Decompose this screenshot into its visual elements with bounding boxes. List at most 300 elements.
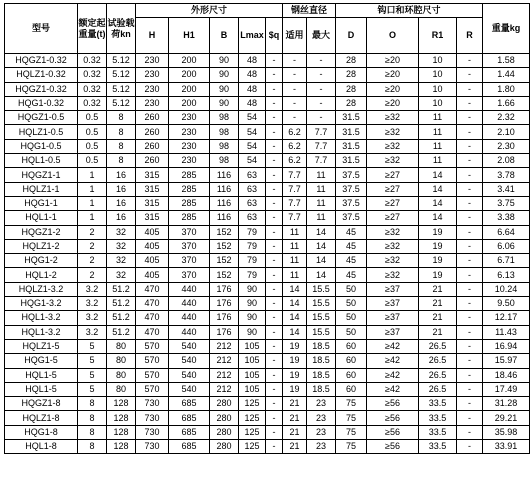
cell-b: 212 — [210, 382, 239, 396]
cell-h: 570 — [136, 354, 169, 368]
cell-b: 152 — [210, 225, 239, 239]
cell-r: - — [457, 339, 483, 353]
cell-max: 11 — [307, 182, 336, 196]
cell-s: - — [266, 125, 283, 139]
cell-lmax: 125 — [239, 411, 266, 425]
table-row — [5, 368, 530, 382]
cell-model: HQLZ1-0.32 — [5, 68, 78, 82]
cell-h1: 230 — [169, 139, 210, 153]
cell-rated-load: 0.5 — [78, 154, 107, 168]
cell-weight: 2.32 — [483, 111, 530, 125]
cell-test-load: 8 — [107, 139, 136, 153]
cell-o: ≥32 — [367, 125, 419, 139]
cell-test-load: 8 — [107, 154, 136, 168]
cell-h1: 440 — [169, 325, 210, 339]
cell-h: 260 — [136, 139, 169, 153]
cell-h1: 200 — [169, 54, 210, 68]
cell-test-load: 5.12 — [107, 68, 136, 82]
cell-lmax: 105 — [239, 382, 266, 396]
cell-h: 470 — [136, 297, 169, 311]
cell-h1: 440 — [169, 282, 210, 296]
table-row — [5, 411, 530, 425]
cell-h: 470 — [136, 282, 169, 296]
table-row — [5, 325, 530, 339]
cell-r1: 33.5 — [419, 397, 457, 411]
cell-b: 212 — [210, 368, 239, 382]
table-body — [5, 54, 530, 454]
cell-weight: 35.98 — [483, 425, 530, 439]
cell-rated-load: 2 — [78, 254, 107, 268]
cell-rated-load: 5 — [78, 339, 107, 353]
cell-rated-load: 3.2 — [78, 325, 107, 339]
cell-r1: 21 — [419, 311, 457, 325]
cell-test-load: 128 — [107, 397, 136, 411]
cell-weight: 18.46 — [483, 368, 530, 382]
cell-r1: 26.5 — [419, 382, 457, 396]
cell-weight: 1.66 — [483, 96, 530, 110]
cell-max: - — [307, 68, 336, 82]
cell-rated-load: 0.5 — [78, 111, 107, 125]
cell-o: ≥56 — [367, 411, 419, 425]
cell-h1: 285 — [169, 196, 210, 210]
cell-lmax: 79 — [239, 268, 266, 282]
cell-rated-load: 5 — [78, 354, 107, 368]
cell-o: ≥32 — [367, 111, 419, 125]
cell-lmax: 90 — [239, 297, 266, 311]
cell-b: 280 — [210, 397, 239, 411]
cell-r: - — [457, 425, 483, 439]
cell-test-load: 16 — [107, 196, 136, 210]
cell-max: 18.5 — [307, 339, 336, 353]
table-row — [5, 211, 530, 225]
cell-b: 152 — [210, 268, 239, 282]
cell-model: HQGZ1-8 — [5, 397, 78, 411]
cell-test-load: 5.12 — [107, 96, 136, 110]
cell-weight: 3.75 — [483, 196, 530, 210]
cell-r: - — [457, 125, 483, 139]
cell-o: ≥20 — [367, 68, 419, 82]
header-test-load: 试验载荷kn — [107, 4, 136, 54]
cell-max: 23 — [307, 440, 336, 454]
cell-applicable: - — [283, 111, 307, 125]
cell-test-load: 8 — [107, 111, 136, 125]
cell-test-load: 16 — [107, 211, 136, 225]
cell-o: ≥32 — [367, 239, 419, 253]
cell-rated-load: 0.32 — [78, 68, 107, 82]
cell-rated-load: 0.32 — [78, 82, 107, 96]
cell-weight: 2.30 — [483, 139, 530, 153]
cell-s: - — [266, 325, 283, 339]
cell-lmax: 48 — [239, 54, 266, 68]
cell-rated-load: 5 — [78, 382, 107, 396]
cell-d: 50 — [336, 325, 367, 339]
header-hook-dimensions: 钩口和环腔尺寸 — [336, 4, 483, 18]
cell-r: - — [457, 368, 483, 382]
cell-max: 14 — [307, 268, 336, 282]
cell-model: HQG1-8 — [5, 425, 78, 439]
cell-model: HQG1-5 — [5, 354, 78, 368]
cell-d: 31.5 — [336, 154, 367, 168]
cell-model: HQG1-0.5 — [5, 139, 78, 153]
cell-r1: 19 — [419, 268, 457, 282]
cell-model: HQGZ1-0.32 — [5, 54, 78, 68]
cell-b: 116 — [210, 168, 239, 182]
cell-weight: 12.17 — [483, 311, 530, 325]
cell-r: - — [457, 196, 483, 210]
cell-h: 315 — [136, 168, 169, 182]
cell-r1: 14 — [419, 211, 457, 225]
cell-weight: 16.94 — [483, 339, 530, 353]
cell-model: HQL1-3.2 — [5, 325, 78, 339]
cell-s: - — [266, 154, 283, 168]
cell-b: 90 — [210, 82, 239, 96]
cell-h: 405 — [136, 239, 169, 253]
cell-d: 50 — [336, 297, 367, 311]
cell-b: 280 — [210, 440, 239, 454]
cell-r1: 10 — [419, 68, 457, 82]
cell-lmax: 54 — [239, 139, 266, 153]
cell-o: ≥32 — [367, 254, 419, 268]
cell-weight: 3.41 — [483, 182, 530, 196]
cell-s: - — [266, 182, 283, 196]
cell-o: ≥20 — [367, 54, 419, 68]
cell-model: HQLZ1-1 — [5, 182, 78, 196]
cell-r1: 19 — [419, 254, 457, 268]
cell-model: HQG1-1 — [5, 196, 78, 210]
cell-rated-load: 0.5 — [78, 139, 107, 153]
cell-rated-load: 1 — [78, 182, 107, 196]
cell-r1: 33.5 — [419, 440, 457, 454]
cell-b: 116 — [210, 196, 239, 210]
cell-applicable: 7.7 — [283, 168, 307, 182]
cell-o: ≥27 — [367, 168, 419, 182]
cell-max: 11 — [307, 211, 336, 225]
cell-applicable: 19 — [283, 368, 307, 382]
cell-h1: 230 — [169, 111, 210, 125]
cell-rated-load: 8 — [78, 411, 107, 425]
cell-o: ≥37 — [367, 325, 419, 339]
cell-d: 75 — [336, 425, 367, 439]
cell-b: 280 — [210, 425, 239, 439]
table-row — [5, 96, 530, 110]
cell-rated-load: 2 — [78, 239, 107, 253]
cell-o: ≥20 — [367, 82, 419, 96]
header-d: D — [336, 18, 367, 54]
table-row — [5, 440, 530, 454]
table-row — [5, 354, 530, 368]
cell-o: ≥32 — [367, 154, 419, 168]
table-row — [5, 282, 530, 296]
cell-r: - — [457, 211, 483, 225]
cell-h1: 370 — [169, 254, 210, 268]
cell-max: 7.7 — [307, 139, 336, 153]
cell-lmax: 54 — [239, 154, 266, 168]
cell-applicable: 7.7 — [283, 182, 307, 196]
table-row — [5, 111, 530, 125]
cell-test-load: 8 — [107, 125, 136, 139]
cell-h: 230 — [136, 68, 169, 82]
cell-rated-load: 1 — [78, 168, 107, 182]
cell-model: HQL1-1 — [5, 211, 78, 225]
cell-h1: 370 — [169, 268, 210, 282]
cell-b: 152 — [210, 239, 239, 253]
cell-h: 730 — [136, 411, 169, 425]
cell-h1: 685 — [169, 440, 210, 454]
cell-h1: 540 — [169, 339, 210, 353]
cell-d: 31.5 — [336, 111, 367, 125]
cell-rated-load: 3.2 — [78, 311, 107, 325]
header-wire-diameter: 钢丝直径 — [283, 4, 336, 18]
cell-o: ≥42 — [367, 368, 419, 382]
cell-s: - — [266, 297, 283, 311]
cell-max: 23 — [307, 425, 336, 439]
cell-o: ≥42 — [367, 339, 419, 353]
cell-h: 405 — [136, 254, 169, 268]
cell-o: ≥27 — [367, 196, 419, 210]
cell-lmax: 63 — [239, 211, 266, 225]
cell-s: - — [266, 311, 283, 325]
cell-max: 15.5 — [307, 325, 336, 339]
cell-test-load: 80 — [107, 339, 136, 353]
cell-test-load: 16 — [107, 168, 136, 182]
cell-rated-load: 8 — [78, 440, 107, 454]
cell-h: 470 — [136, 325, 169, 339]
cell-h: 315 — [136, 211, 169, 225]
cell-b: 176 — [210, 311, 239, 325]
cell-r1: 26.5 — [419, 354, 457, 368]
cell-b: 98 — [210, 125, 239, 139]
cell-test-load: 128 — [107, 425, 136, 439]
cell-lmax: 125 — [239, 397, 266, 411]
cell-s: - — [266, 239, 283, 253]
cell-lmax: 105 — [239, 354, 266, 368]
cell-lmax: 79 — [239, 225, 266, 239]
cell-s: - — [266, 411, 283, 425]
cell-weight: 1.80 — [483, 82, 530, 96]
cell-max: - — [307, 96, 336, 110]
cell-h1: 370 — [169, 225, 210, 239]
cell-h1: 540 — [169, 368, 210, 382]
cell-s: - — [266, 368, 283, 382]
cell-max: 18.5 — [307, 382, 336, 396]
cell-o: ≥37 — [367, 282, 419, 296]
cell-d: 37.5 — [336, 168, 367, 182]
cell-model: HQGZ1-2 — [5, 225, 78, 239]
table-row — [5, 196, 530, 210]
cell-b: 212 — [210, 354, 239, 368]
cell-h1: 540 — [169, 354, 210, 368]
cell-max: 7.7 — [307, 154, 336, 168]
cell-h: 230 — [136, 82, 169, 96]
cell-o: ≥37 — [367, 311, 419, 325]
cell-s: - — [266, 68, 283, 82]
table-row — [5, 68, 530, 82]
cell-model: HQL1-5 — [5, 368, 78, 382]
cell-r: - — [457, 154, 483, 168]
cell-test-load: 51.2 — [107, 311, 136, 325]
cell-lmax: 63 — [239, 196, 266, 210]
cell-b: 90 — [210, 68, 239, 82]
cell-d: 60 — [336, 382, 367, 396]
table-row — [5, 397, 530, 411]
header-rated-load: 额定起重量(t) — [78, 4, 107, 54]
cell-applicable: 19 — [283, 382, 307, 396]
cell-d: 50 — [336, 311, 367, 325]
cell-max: 18.5 — [307, 354, 336, 368]
cell-h1: 285 — [169, 211, 210, 225]
cell-r: - — [457, 96, 483, 110]
cell-r1: 14 — [419, 196, 457, 210]
cell-h: 730 — [136, 425, 169, 439]
cell-test-load: 32 — [107, 239, 136, 253]
table-row — [5, 254, 530, 268]
cell-r: - — [457, 354, 483, 368]
cell-d: 45 — [336, 239, 367, 253]
cell-o: ≥42 — [367, 354, 419, 368]
cell-h1: 230 — [169, 154, 210, 168]
cell-applicable: 11 — [283, 225, 307, 239]
cell-s: - — [266, 354, 283, 368]
cell-h1: 440 — [169, 311, 210, 325]
cell-d: 45 — [336, 254, 367, 268]
cell-model: HQG1-3.2 — [5, 297, 78, 311]
table-row — [5, 425, 530, 439]
cell-applicable: 14 — [283, 311, 307, 325]
cell-d: 37.5 — [336, 182, 367, 196]
header-lmax: Lmax — [239, 18, 266, 54]
cell-r1: 11 — [419, 111, 457, 125]
cell-rated-load: 3.2 — [78, 282, 107, 296]
cell-d: 60 — [336, 339, 367, 353]
table-row — [5, 382, 530, 396]
cell-model: HQL1-2 — [5, 268, 78, 282]
cell-max: 15.5 — [307, 297, 336, 311]
cell-model: HQG1-2 — [5, 254, 78, 268]
cell-model: HQGZ1-1 — [5, 168, 78, 182]
cell-r1: 11 — [419, 125, 457, 139]
cell-r: - — [457, 68, 483, 82]
cell-r1: 26.5 — [419, 339, 457, 353]
cell-lmax: 125 — [239, 440, 266, 454]
cell-applicable: 7.7 — [283, 196, 307, 210]
cell-test-load: 32 — [107, 254, 136, 268]
cell-d: 75 — [336, 397, 367, 411]
cell-o: ≥32 — [367, 139, 419, 153]
cell-d: 28 — [336, 54, 367, 68]
cell-b: 98 — [210, 154, 239, 168]
cell-b: 116 — [210, 211, 239, 225]
cell-applicable: 6.2 — [283, 154, 307, 168]
cell-weight: 6.13 — [483, 268, 530, 282]
cell-test-load: 51.2 — [107, 297, 136, 311]
cell-weight: 11.43 — [483, 325, 530, 339]
cell-o: ≥27 — [367, 182, 419, 196]
cell-rated-load: 3.2 — [78, 297, 107, 311]
cell-b: 90 — [210, 54, 239, 68]
cell-test-load: 32 — [107, 225, 136, 239]
cell-max: 15.5 — [307, 311, 336, 325]
cell-h1: 685 — [169, 411, 210, 425]
cell-b: 116 — [210, 182, 239, 196]
cell-r1: 10 — [419, 54, 457, 68]
cell-applicable: 11 — [283, 254, 307, 268]
table-row — [5, 168, 530, 182]
cell-rated-load: 2 — [78, 268, 107, 282]
cell-d: 28 — [336, 68, 367, 82]
cell-weight: 6.06 — [483, 239, 530, 253]
cell-test-load: 32 — [107, 268, 136, 282]
cell-weight: 10.24 — [483, 282, 530, 296]
cell-test-load: 5.12 — [107, 82, 136, 96]
cell-rated-load: 5 — [78, 368, 107, 382]
cell-h: 260 — [136, 154, 169, 168]
table-row — [5, 239, 530, 253]
cell-d: 50 — [336, 282, 367, 296]
cell-applicable: 19 — [283, 354, 307, 368]
cell-d: 45 — [336, 268, 367, 282]
cell-o: ≥32 — [367, 268, 419, 282]
cell-applicable: 21 — [283, 425, 307, 439]
cell-r: - — [457, 239, 483, 253]
cell-h1: 200 — [169, 96, 210, 110]
cell-weight: 6.64 — [483, 225, 530, 239]
cell-weight: 15.97 — [483, 354, 530, 368]
cell-model: HQL1-5 — [5, 382, 78, 396]
header-s: $q — [266, 18, 283, 54]
cell-lmax: 48 — [239, 96, 266, 110]
table-row — [5, 268, 530, 282]
cell-max: - — [307, 111, 336, 125]
cell-applicable: 7.7 — [283, 211, 307, 225]
cell-h: 230 — [136, 96, 169, 110]
cell-lmax: 48 — [239, 68, 266, 82]
cell-lmax: 90 — [239, 325, 266, 339]
cell-test-load: 51.2 — [107, 282, 136, 296]
cell-r: - — [457, 268, 483, 282]
cell-lmax: 105 — [239, 339, 266, 353]
cell-max: 23 — [307, 411, 336, 425]
cell-applicable: 19 — [283, 339, 307, 353]
cell-d: 28 — [336, 82, 367, 96]
cell-h1: 230 — [169, 125, 210, 139]
cell-s: - — [266, 139, 283, 153]
cell-r: - — [457, 282, 483, 296]
cell-o: ≥32 — [367, 225, 419, 239]
cell-s: - — [266, 168, 283, 182]
cell-r: - — [457, 54, 483, 68]
cell-o: ≥20 — [367, 96, 419, 110]
cell-r: - — [457, 382, 483, 396]
cell-weight: 1.58 — [483, 54, 530, 68]
cell-rated-load: 8 — [78, 425, 107, 439]
cell-weight: 31.28 — [483, 397, 530, 411]
cell-h: 730 — [136, 440, 169, 454]
cell-s: - — [266, 268, 283, 282]
cell-lmax: 79 — [239, 254, 266, 268]
cell-lmax: 63 — [239, 168, 266, 182]
cell-o: ≥56 — [367, 397, 419, 411]
cell-model: HQLZ1-5 — [5, 339, 78, 353]
cell-o: ≥27 — [367, 211, 419, 225]
cell-s: - — [266, 196, 283, 210]
cell-rated-load: 1 — [78, 196, 107, 210]
cell-applicable: - — [283, 54, 307, 68]
cell-applicable: - — [283, 82, 307, 96]
cell-b: 176 — [210, 297, 239, 311]
cell-r1: 33.5 — [419, 411, 457, 425]
cell-h1: 200 — [169, 82, 210, 96]
cell-h1: 540 — [169, 382, 210, 396]
